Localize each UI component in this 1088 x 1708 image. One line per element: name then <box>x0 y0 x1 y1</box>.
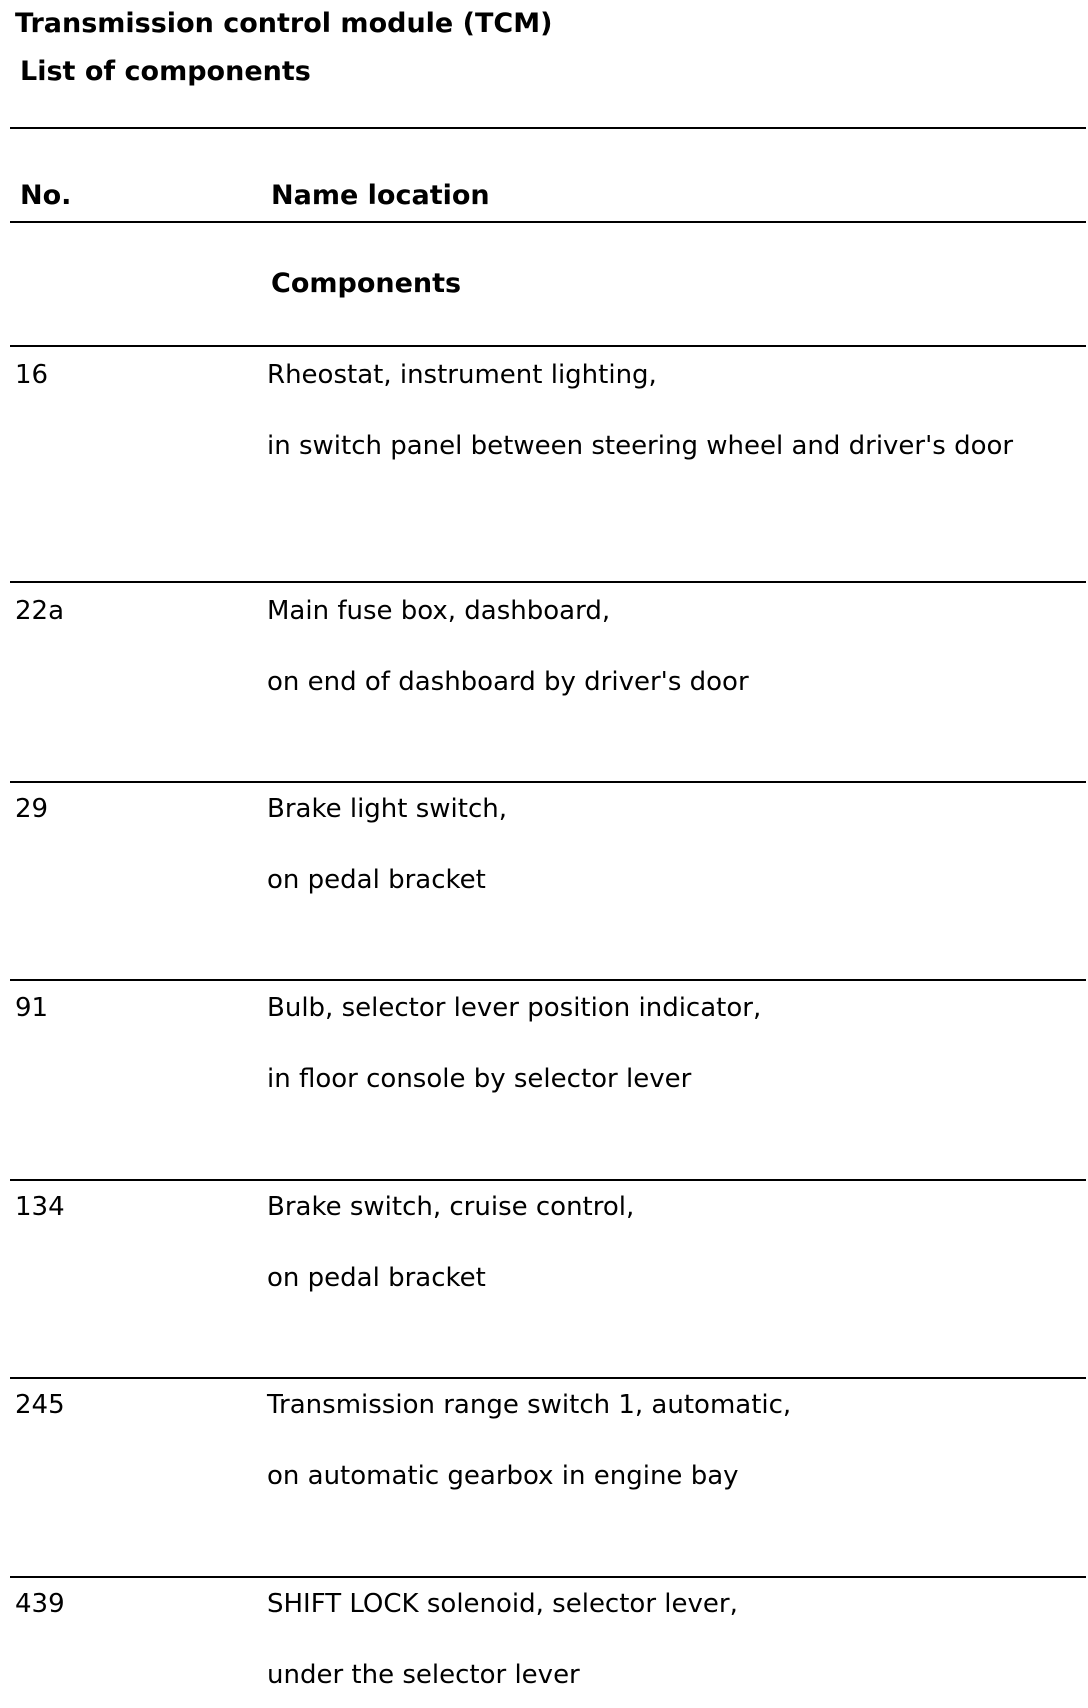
row-divider <box>10 1179 1086 1181</box>
row-name: Brake switch, cruise control, <box>267 1192 635 1222</box>
row-location: in switch panel between steering wheel and driver's door <box>267 431 1014 461</box>
row-number: 245 <box>15 1390 65 1420</box>
row-name: Brake light switch, <box>267 794 508 824</box>
row-divider <box>10 345 1086 347</box>
row-number: 91 <box>15 993 49 1023</box>
top-rule <box>10 127 1086 129</box>
row-location: in floor console by selector lever <box>267 1064 692 1094</box>
document-title: Transmission control module (TCM) <box>15 8 553 39</box>
header-no: No. <box>20 180 72 211</box>
row-location: under the selector lever <box>267 1660 580 1690</box>
row-divider <box>10 581 1086 583</box>
row-number: 16 <box>15 360 49 390</box>
section-label: Components <box>271 268 462 299</box>
row-divider <box>10 1377 1086 1379</box>
row-name: Main fuse box, dashboard, <box>267 596 611 626</box>
row-name: Transmission range switch 1, automatic, <box>267 1390 792 1420</box>
row-number: 439 <box>15 1589 65 1619</box>
header-name-location: Name location <box>271 180 490 211</box>
row-number: 134 <box>15 1192 65 1222</box>
row-divider <box>10 1576 1086 1578</box>
row-divider <box>10 979 1086 981</box>
header-rule <box>10 221 1086 223</box>
row-location: on pedal bracket <box>267 1263 486 1293</box>
row-location: on pedal bracket <box>267 865 486 895</box>
row-location: on end of dashboard by driver's door <box>267 667 749 697</box>
document-subtitle: List of components <box>20 56 311 87</box>
row-name: Rheostat, instrument lighting, <box>267 360 657 390</box>
row-divider <box>10 781 1086 783</box>
row-number: 22a <box>15 596 65 626</box>
row-name: SHIFT LOCK solenoid, selector lever, <box>267 1589 738 1619</box>
row-location: on automatic gearbox in engine bay <box>267 1461 739 1491</box>
row-name: Bulb, selector lever position indicator, <box>267 993 762 1023</box>
row-number: 29 <box>15 794 49 824</box>
